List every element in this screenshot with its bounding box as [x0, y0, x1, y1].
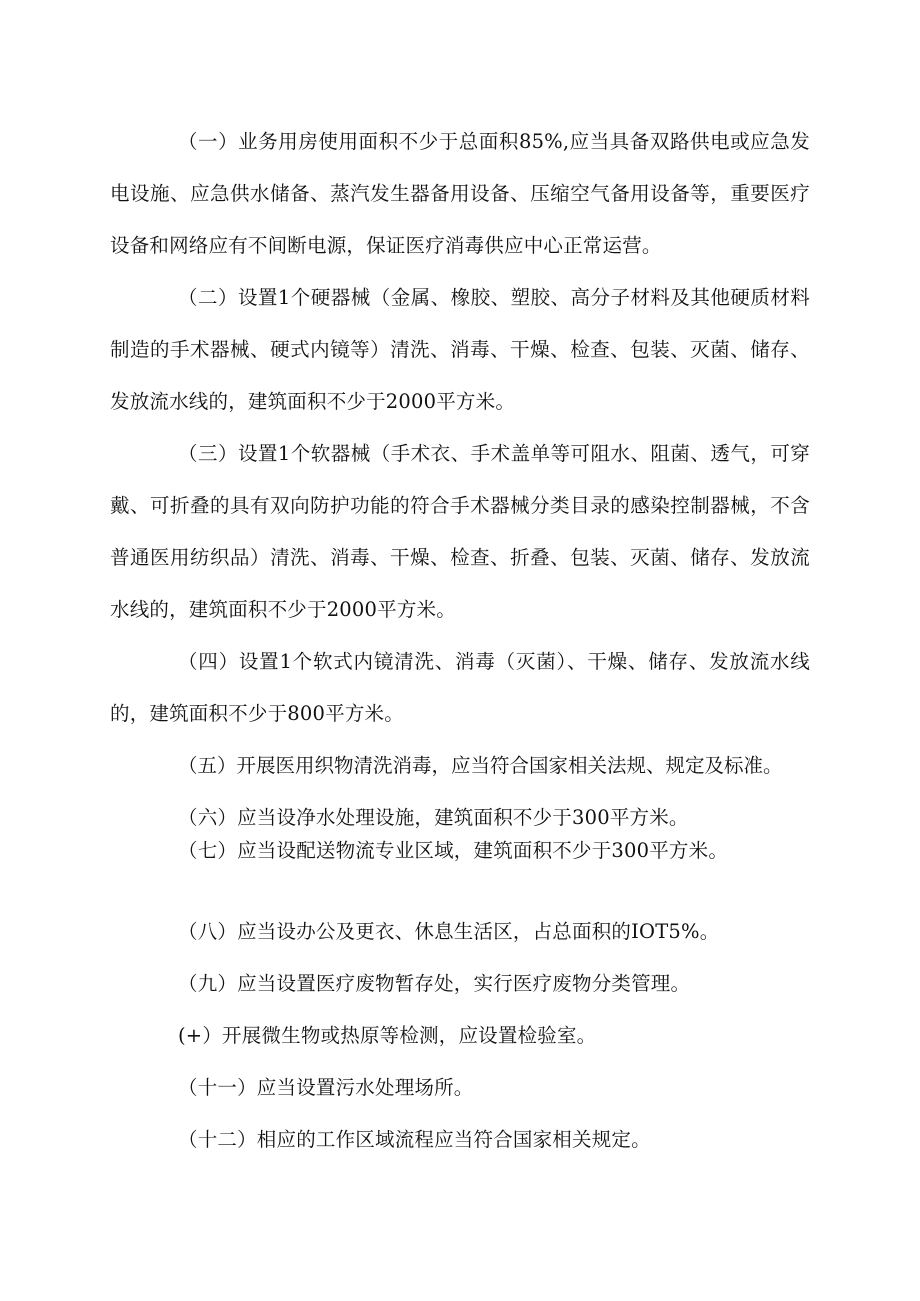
paragraph-5: （五）开展医用织物清洗消毒，应当符合国家相关法规、规定及标准。 [178, 754, 783, 777]
paragraph-7: （七）应当设配送物流专业区域，建筑面积不少于300平方米。 [178, 839, 729, 862]
paragraph-8: （八）应当设办公及更衣、休息生活区，占总面积的IOT5%。 [178, 920, 720, 943]
paragraph-4: （四）设置1个软式内镜清洗、消毒（灭菌）、干燥、储存、发放流水线的，建筑面积不少于800平方米。 [110, 650, 810, 725]
paragraph-1: （一）业务用房使用面积不少于总面积85%,应当具备双路供电或应急发电设施、应急供水储备、蒸汽发生器备用设备、压缩空气备用设备等，重要医疗设备和网络应有不间断电源，保证医疗消毒供应中心正常运营。 [110, 130, 810, 257]
paragraph-9: （九）应当设置医疗废物暂存处，实行医疗废物分类管理。 [178, 972, 691, 995]
paragraph-2: （二）设置1个硬器械（金属、橡胶、塑胶、高分子材料及其他硬质材料制造的手术器械、硬式内镜等）清洗、消毒、干燥、检查、包装、灭菌、储存、发放流水线的，建筑面积不少于2000平方米。 [110, 286, 810, 413]
paragraph-10: (+）开展微生物或热原等检测，应设置检验室。 [178, 1024, 597, 1047]
paragraph-11: （十一）应当设置污水处理场所。 [178, 1076, 474, 1099]
paragraph-12: （十二）相应的工作区域流程应当符合国家相关规定。 [178, 1128, 651, 1151]
paragraph-3: （三）设置1个软器械（手术衣、手术盖单等可阻水、阻菌、透气，可穿戴、可折叠的具有双向防护功能的符合手术器械分类目录的感染控制器械，不含普通医用纺织品）清洗、消毒、干燥、检查、折叠、包装、灭菌、储存、发放流水线的，建筑面积不少于2000平方米。 [110, 442, 810, 621]
paragraph-6: （六）应当设净水处理设施，建筑面积不少于300平方米。 [178, 806, 689, 829]
